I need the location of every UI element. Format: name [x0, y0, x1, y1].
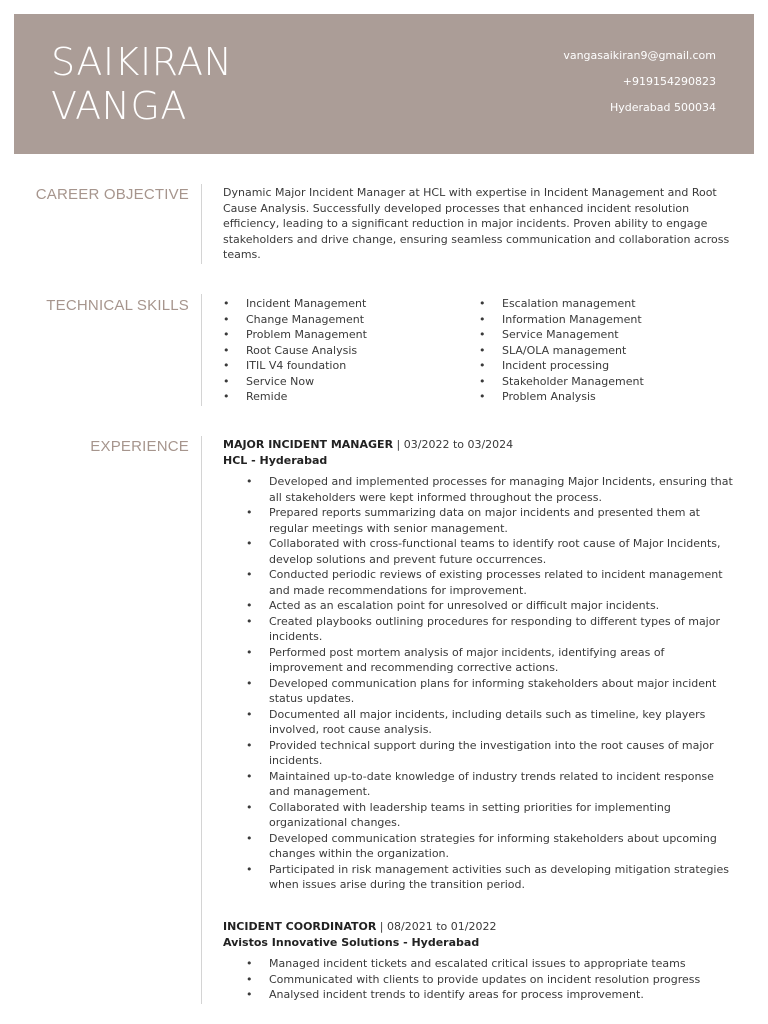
job-bullet: • Communicated with clients to provide updates on incident resolution progress	[246, 972, 736, 988]
candidate-name	[51, 40, 232, 128]
job-bullet: • Managed incident tickets and escalated critical issues to appropriate teams	[246, 956, 736, 972]
job-dates: | 08/2021 to 01/2022	[376, 920, 497, 933]
location-text: Hyderabad 500034	[610, 101, 716, 114]
skill-item: • Problem Analysis	[479, 389, 644, 405]
job-bullet: • Provided technical support during the investigation into the root causes of major incidents.	[246, 738, 736, 769]
section-divider	[201, 436, 202, 1004]
job-bullet: • Collaborated with cross-functional teams to identify root cause of Major Incidents, develop solutions and prevent future occurrences.	[246, 536, 736, 567]
skill-item: • Incident Management	[223, 296, 367, 312]
job-header	[223, 919, 496, 950]
section-divider	[201, 184, 202, 264]
skill-item: • SLA/OLA management	[479, 343, 644, 359]
skill-item: • Information Management	[479, 312, 644, 328]
job-role: MAJOR INCIDENT MANAGER	[223, 438, 394, 451]
first-name: SAIKIRAN	[51, 40, 233, 84]
phone-text: +919154290823	[622, 75, 716, 88]
job-bullet: • Created playbooks outlining procedures for responding to different types of major incidents.	[246, 614, 736, 645]
section-title-skills: TECHNICAL SKILLS	[46, 297, 189, 314]
section-divider	[201, 294, 202, 406]
job-company: Avistos Innovative Solutions - Hyderabad	[223, 935, 480, 949]
skills-list-left	[223, 296, 367, 405]
job-bullet: • Prepared reports summarizing data on major incidents and presented them at regular meetings with senior management.	[246, 505, 736, 536]
job-bullet-list	[246, 474, 736, 893]
job-bullet: • Developed and implemented processes for managing Major Incidents, ensuring that all stakeholders were kept informed throughout the process.	[246, 474, 736, 505]
job-bullet: • Conducted periodic reviews of existing processes related to incident management and made recommendations for improvement.	[246, 567, 736, 598]
last-name: VANGA	[51, 84, 187, 128]
email-text[interactable]: vangasaikiran9@gmail.com	[563, 49, 716, 62]
job-bullet: • Developed communication plans for informing stakeholders about major incident status updates.	[246, 676, 736, 707]
skill-item: • Incident processing	[479, 358, 644, 374]
section-title-objective: CAREER OBJECTIVE	[35, 186, 189, 203]
job-dates: | 03/2022 to 03/2024	[393, 438, 514, 451]
job-bullet: • Developed communication strategies for informing stakeholders about upcoming changes within the organization.	[246, 831, 736, 862]
skills-list-right	[479, 296, 644, 405]
job-bullet: • Participated in risk management activities such as developing mitigation strategies when issues arise during the transition period.	[246, 862, 736, 893]
skill-item: • Problem Management	[223, 327, 367, 343]
job-bullet: • Analysed incident trends to identify areas for process improvement.	[246, 987, 736, 1003]
job-bullet: • Collaborated with leadership teams in setting priorities for implementing organizational changes.	[246, 800, 736, 831]
skill-item: • Service Now	[223, 374, 367, 390]
job-bullet: • Maintained up-to-date knowledge of industry trends related to incident response and management.	[246, 769, 736, 800]
job-bullet: • Acted as an escalation point for unresolved or difficult major incidents.	[246, 598, 736, 614]
skill-item: • Remide	[223, 389, 367, 405]
job-header	[223, 437, 513, 468]
contact-info	[563, 48, 716, 126]
skill-item: • Change Management	[223, 312, 367, 328]
skill-item: • Escalation management	[479, 296, 644, 312]
job-role: INCIDENT COORDINATOR	[223, 920, 377, 933]
job-bullet: • Performed post mortem analysis of major incidents, identifying areas of improvement and recommending corrective actions.	[246, 645, 736, 676]
skill-item: • ITIL V4 foundation	[223, 358, 367, 374]
skill-item: • Root Cause Analysis	[223, 343, 367, 359]
section-title-experience: EXPERIENCE	[90, 438, 189, 455]
objective-text: Dynamic Major Incident Manager at HCL with expertise in Incident Management and Root Cause Analysis. Successfully developed processes that enhanced incident resolution efficiency, leading to a significant reduction in major incidents. Proven ability to engage stakeholders and drive change, ensuring seamless communication and collaboration across teams.	[223, 186, 730, 262]
job-bullet-list	[246, 956, 736, 1003]
header-banner	[14, 14, 754, 154]
skill-item: • Stakeholder Management	[479, 374, 644, 390]
job-company: HCL - Hyderabad	[223, 453, 328, 467]
job-bullet: • Documented all major incidents, including details such as timeline, key players involved, root cause analysis.	[246, 707, 736, 738]
skill-item: • Service Management	[479, 327, 644, 343]
